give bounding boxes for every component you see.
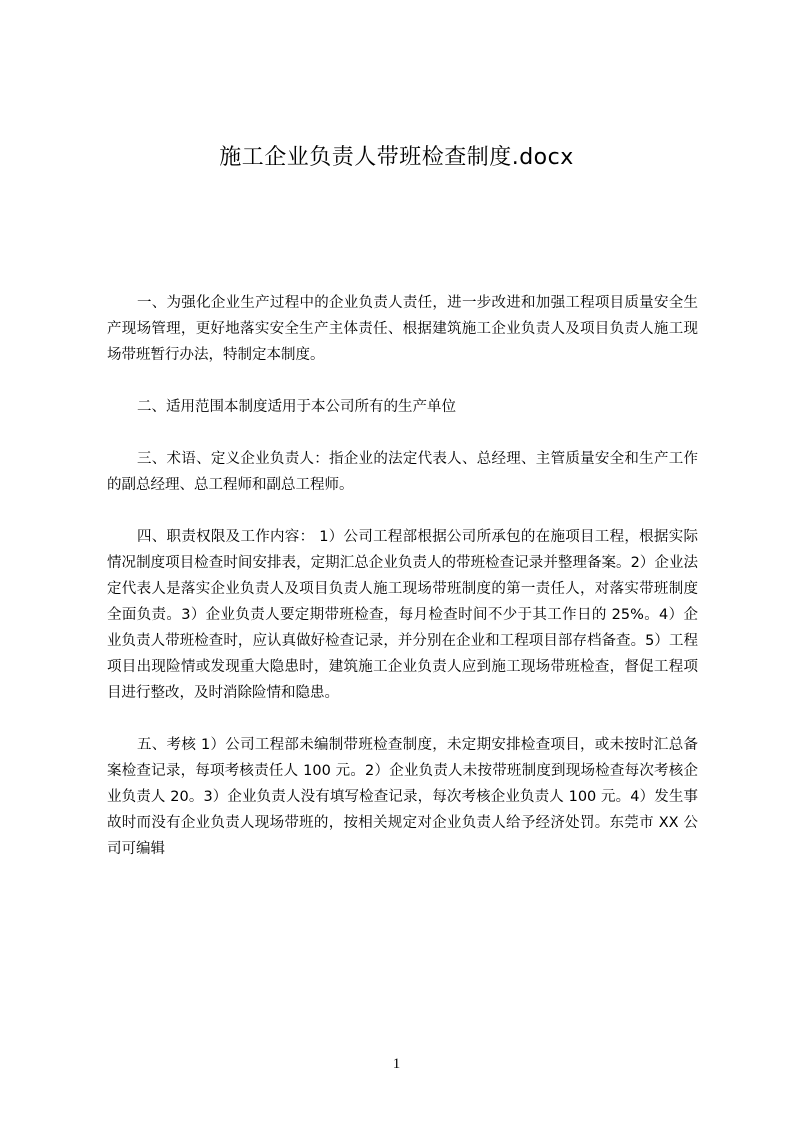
paragraph-definitions: 三、术语、定义企业负责人：指企业的法定代表人、总经理、主管质量安全和生产工作的副总经理、总工程师和副总工程师。: [107, 451, 698, 493]
document-title: 施工企业负责人带班检查制度.docx: [219, 145, 574, 170]
paragraph-assessment: 五、考核 1）公司工程部未编制带班检查制度，未定期安排检查项目，或未按时汇总备案检查记录，每项考核责任人 100 元。2）企业负责人未按带班制度到现场检查每次考核企业负责人 20。3）企业负责人没有填写检查记录，每次考核企业负责人 100 元。4）发生事故时而没有企业负责人现场带班的，按相关规定对企业负责人给予经济处罚。东莞市 XX 公司可编辑: [107, 737, 698, 857]
document-body: [107, 290, 698, 888]
paragraph-responsibilities: 四、职责权限及工作内容： 1）公司工程部根据公司所承包的在施项目工程，根据实际情况制度项目检查时间安排表，定期汇总企业负责人的带班检查记录并整理备案。2）企业法定代表人是落实企业负责人及项目负责人施工现场带班制度的第一责任人，对落实带班制度全面负责。3）企业负责人要定期带班检查，每月检查时间不少于其工作日的 25%。4）企业负责人带班检查时，应认真做好检查记录，并分别在企业和工程项目部存档备查。5）工程项目出现险情或发现重大隐患时，建筑施工企业负责人应到施工现场带班检查，督促工程项目进行整改，及时消除险情和隐患。: [107, 529, 698, 701]
paragraph-purpose: 一、为强化企业生产过程中的企业负责人责任，进一步改进和加强工程项目质量安全生产现场管理，更好地落实安全生产主体责任、根据建筑施工企业负责人及项目负责人施工现场带班暂行办法，特制定本制度。: [107, 295, 698, 363]
page-number: 1: [392, 1056, 401, 1072]
paragraph-scope: 二、适用范围本制度适用于本公司所有的生产单位: [137, 399, 456, 415]
